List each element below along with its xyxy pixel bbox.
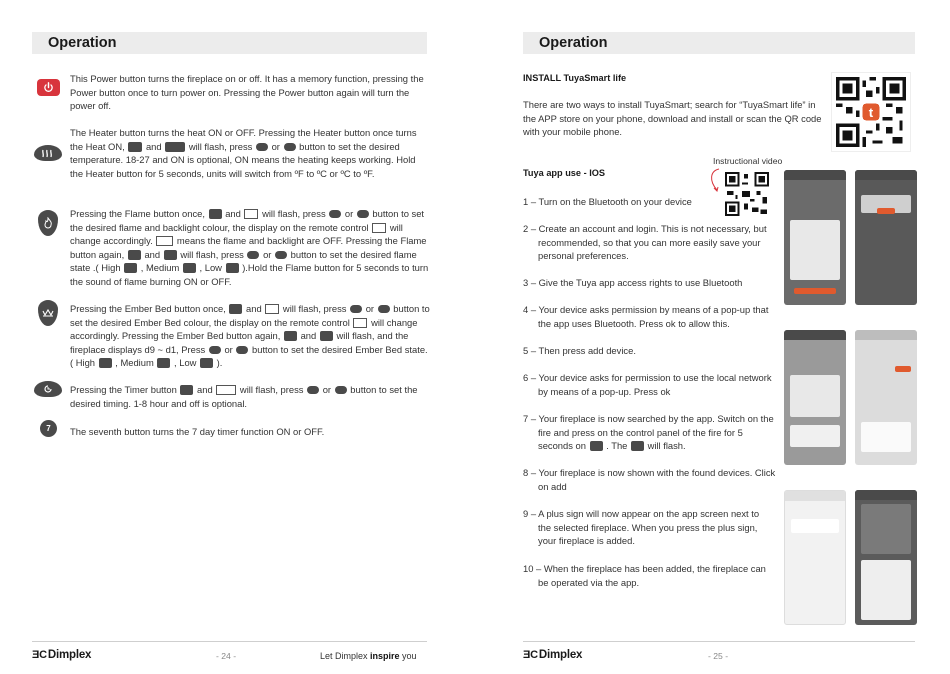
timer-text-e: button to set the desired timing. 1-8 hour and off is optional. [70,384,418,409]
flame-text-k: button to set the desired flame state .( High [70,248,417,274]
step-7 [523,412,778,453]
ember-symbol-icon [284,331,297,341]
flame-text-e: button to set the desired flame and backlight colour, the display on the remote control [70,208,425,233]
ember-high-icon [99,358,112,368]
seven-day-description: The seventh button turns the 7 day timer function ON or OFF. [70,426,325,437]
step-5: 5 – Then press add device. [523,345,636,356]
heat-waves-icon [128,142,142,152]
colour-display-icon [244,209,258,219]
down-arrow-icon [357,210,369,218]
timer-symbol-icon [180,385,193,395]
heater-icon [34,145,62,161]
flame-symbol-icon [209,209,222,219]
section-header [523,32,915,54]
phone-screenshot-control [855,490,917,625]
step-10: 10 – When the fireplace has been added, the fireplace can be operated via the app. [523,563,766,588]
dimplex-logo: ƎCDimplex [523,649,583,661]
ember-text-c: will flash, press [282,303,347,314]
dimplex-mark-icon: ƎC [523,649,538,661]
temperature-display-icon [165,142,185,152]
video-label: Instructional video [713,156,783,166]
timer-text-d: or [322,384,332,395]
flame-text-n: ).Hold the Flame button for 5 seconds to turn the sound of flame burning ON or OFF. [70,262,429,287]
down-arrow-icon [236,346,248,354]
timer-text-b: and [197,384,213,395]
ember-text-g: and [300,330,317,342]
timer-text-c: will flash, press [239,384,304,395]
colour-display-icon [353,318,367,328]
power-description: This Power button turns the fireplace on or off. It has a memory function, pressing the Power button once to turn power on. Pressing the Power button again will turn the power off. [70,73,424,112]
heater-description [70,126,430,180]
timer-text-a: Pressing the Timer button [70,384,177,395]
ios-title: Tuya app use - IOS [523,168,606,178]
page-title: Operation [539,35,608,51]
colour-display-icon [372,223,386,233]
up-arrow-icon [307,386,319,394]
up-arrow-icon [209,346,221,354]
ember-text-j: button to set the desired Ember Bed state.( High [70,343,428,369]
ember-text-b: and [246,303,262,314]
blank-display-icon [156,236,173,246]
ember-medium-icon [157,358,170,368]
page-number: - 25 - [708,651,729,661]
up-arrow-icon [350,305,362,313]
phone-screenshot-local-network [784,330,846,465]
flame-text-c: will flash, press [262,208,326,219]
down-arrow-icon [275,251,287,259]
step-9: 9 – A plus sign will now appear on the app screen next to the selected fireplace. When you press the plus sign, your fireplace is added. [523,508,760,547]
flame-symbol-icon [128,250,141,260]
down-arrow-icon [284,143,296,151]
heater-text-d: or [271,140,280,152]
step-7-text-a: 7 – Your fireplace is now searched by the app. Switch on the fire and press on the control panel of the fire for 5 seconds on [523,413,774,452]
svg-text:t: t [868,105,874,120]
down-arrow-icon [378,305,390,313]
ember-text-a: Pressing the Ember Bed button once, [70,303,226,314]
segment-display-icon [216,385,236,395]
flame-text-b: and [225,208,241,219]
dimplex-mark-icon: ƎC [32,649,47,661]
flame-text-h: and [144,248,161,260]
ember-state-icon [320,331,333,341]
section-header [32,32,427,54]
timer-icon [34,381,62,397]
flame-text-a: Pressing the Flame button once, [70,208,205,219]
dimplex-logo: ƎCDimplex [32,649,92,661]
ember-text-e: button to set the desired Ember Bed colour, the display on the remote control [70,303,430,328]
colour-display-icon [265,304,279,314]
heater-text-a: The Heater button turns the heat ON or OFF. Pressing the Heater button once turns the Heat ON, [70,127,417,152]
flame-text-j: or [263,248,272,260]
tagline: Let Dimplex inspire you [320,651,417,661]
ember-text-i: or [224,343,233,355]
heater-text-b: and [145,140,162,152]
step-3: 3 – Give the Tuya app access rights to use Bluetooth [523,277,743,288]
flame-text-l: , Medium [140,262,180,274]
flame-medium-icon [183,263,196,273]
up-arrow-icon [247,251,259,259]
ember-text-h: will flash, and the fireplace displays d9 ~ d1, Press [70,330,409,355]
install-title: INSTALL TuyaSmart life [523,73,627,83]
phone-screenshot-bluetooth [784,170,846,305]
flame-description [70,207,430,289]
flame-text-g: means the flame and backlight are OFF. Pressing the Flame button again, [70,235,427,260]
flame-text-i: will flash, press [180,248,244,260]
step-8: 8 – Your fireplace is now shown with the found devices. Click on add [523,467,776,492]
seven-day-timer-icon: 7 [40,420,57,437]
up-arrow-icon [329,210,341,218]
ember-text-d: or [365,303,375,314]
phone-screenshot-plus-sign [784,490,846,625]
footer-divider [523,641,915,642]
page-number: - 24 - [216,651,237,661]
heat-waves-icon [631,441,644,451]
step-7-text-b: . The [606,440,628,452]
heater-text-c: will flash, press [188,140,253,152]
flame-text-f: will change accordingly. [70,221,403,247]
step-2: 2 – Create an account and login. This is not necessary, but recommended, so that you can more easily save your personal preferences. [523,223,767,262]
flame-text-m: , Low [199,262,222,274]
phone-screenshot-add-device [855,170,917,305]
flame-text-d: or [344,208,354,219]
up-arrow-icon [256,143,268,151]
down-arrow-icon [335,386,347,394]
timer-symbol-icon [590,441,603,451]
right-page [475,0,950,674]
flame-state-icon [164,250,177,260]
tuya-qr-code[interactable] [831,72,911,152]
flame-icon [38,210,58,236]
phone-screenshot-searching [855,330,917,465]
instructional-video-qr-code[interactable] [725,172,769,216]
ember-text-f: will change accordingly. Pressing the Ember Bed button again, [70,316,418,342]
flame-high-icon [124,263,137,273]
heater-text-e: button to set the desired temperature. 18-27 and ON is optional, ON means the heating keeps working. Hold the Heater button for 5 seconds, units will switch from ºF to ºC or ºC to ºF. [70,140,416,179]
ember-text-m: ). [216,357,223,369]
ember-text-l: , Low [174,357,197,369]
ember-symbol-icon [229,304,242,314]
install-text: There are two ways to install TuyaSmart; search for “TuyaSmart life” in the APP store on your phone, download and install or scan the QR code with your mobile phone. [523,99,822,138]
step-1: 1 – Turn on the Bluetooth on your device [523,196,692,207]
ember-text-k: , Medium [115,357,154,369]
power-icon [37,79,60,96]
step-6: 6 – Your device asks for permission to use the local network by means of a pop-up. Press ok [523,372,772,397]
ember-description [70,302,430,370]
step-4: 4 – Your device asks permission by means of a pop-up that the app uses Bluetooth. Press ok to allow this. [523,304,769,329]
ember-bed-icon [38,300,58,326]
flame-low-icon [226,263,239,273]
ember-low-icon [200,358,213,368]
timer-description [70,383,430,410]
footer-divider [32,641,427,642]
page-title: Operation [48,35,117,51]
step-7-text-c: will flash. [647,440,686,452]
